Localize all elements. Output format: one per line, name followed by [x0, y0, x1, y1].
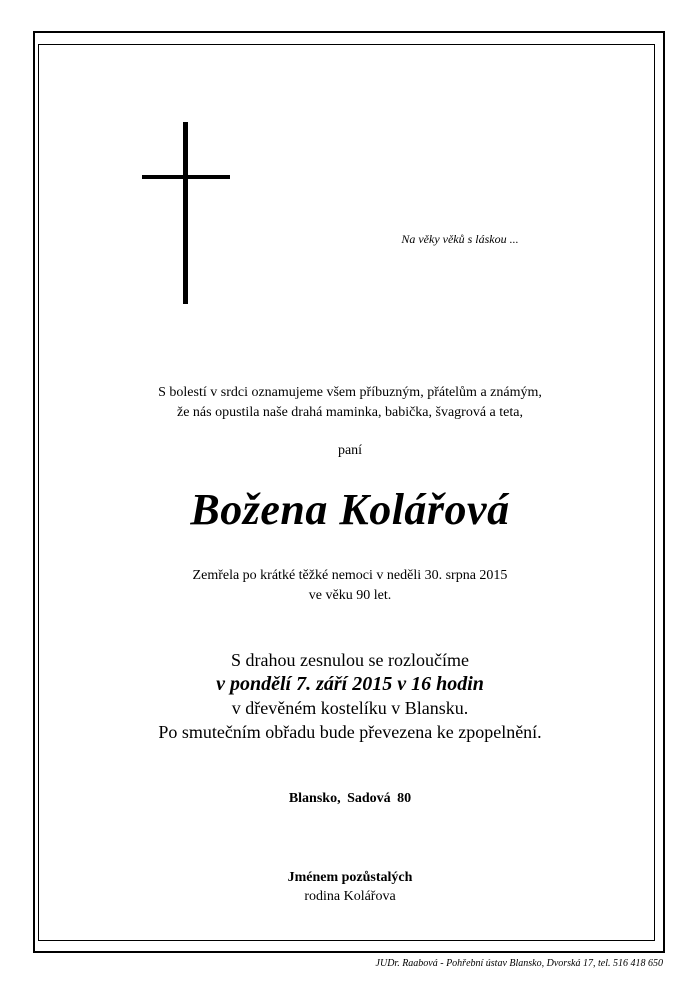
intro-line-2: že nás opustila naše drahá maminka, babička, švagrová a teta, [177, 405, 523, 420]
intro-line-1: S bolestí v srdci oznamujeme všem příbuzným, přátelům a známým, [158, 385, 542, 400]
deceased-name: Božena Kolářová [190, 485, 510, 534]
footer-credit: JUDr. Raabová - Pohřební ústav Blansko, Dvorská 17, tel. 516 418 650 [375, 958, 663, 969]
ceremony-date-time: v pondělí 7. září 2015 v 16 hodin [216, 673, 484, 695]
signature-line-1: Jménem pozůstalých [287, 870, 413, 885]
cross-horizontal-bar [142, 175, 230, 179]
title-word: paní [337, 443, 363, 458]
address: Blansko, Sadová 80 [288, 791, 412, 806]
ceremony-line-1: S drahou zesnulou se rozloučíme [231, 650, 469, 670]
ceremony-info [40, 648, 660, 744]
motto-text: Na věky věků s láskou ... [401, 232, 519, 246]
ceremony-line-4: Po smutečním obřadu bude převezena ke zpopelnění. [158, 722, 542, 742]
death-line-1: Zemřela po krátké těžké nemoci v neděli 30. srpna 2015 [192, 568, 508, 583]
cross-vertical-bar [183, 122, 188, 304]
signature-line-2: rodina Kolářova [304, 889, 396, 904]
ceremony-line-3: v dřevěném kostelíku v Blansku. [231, 698, 469, 718]
signature [40, 868, 660, 906]
death-line-2: ve věku 90 let. [308, 588, 392, 603]
death-info [40, 566, 660, 606]
announcement-intro [40, 383, 660, 423]
